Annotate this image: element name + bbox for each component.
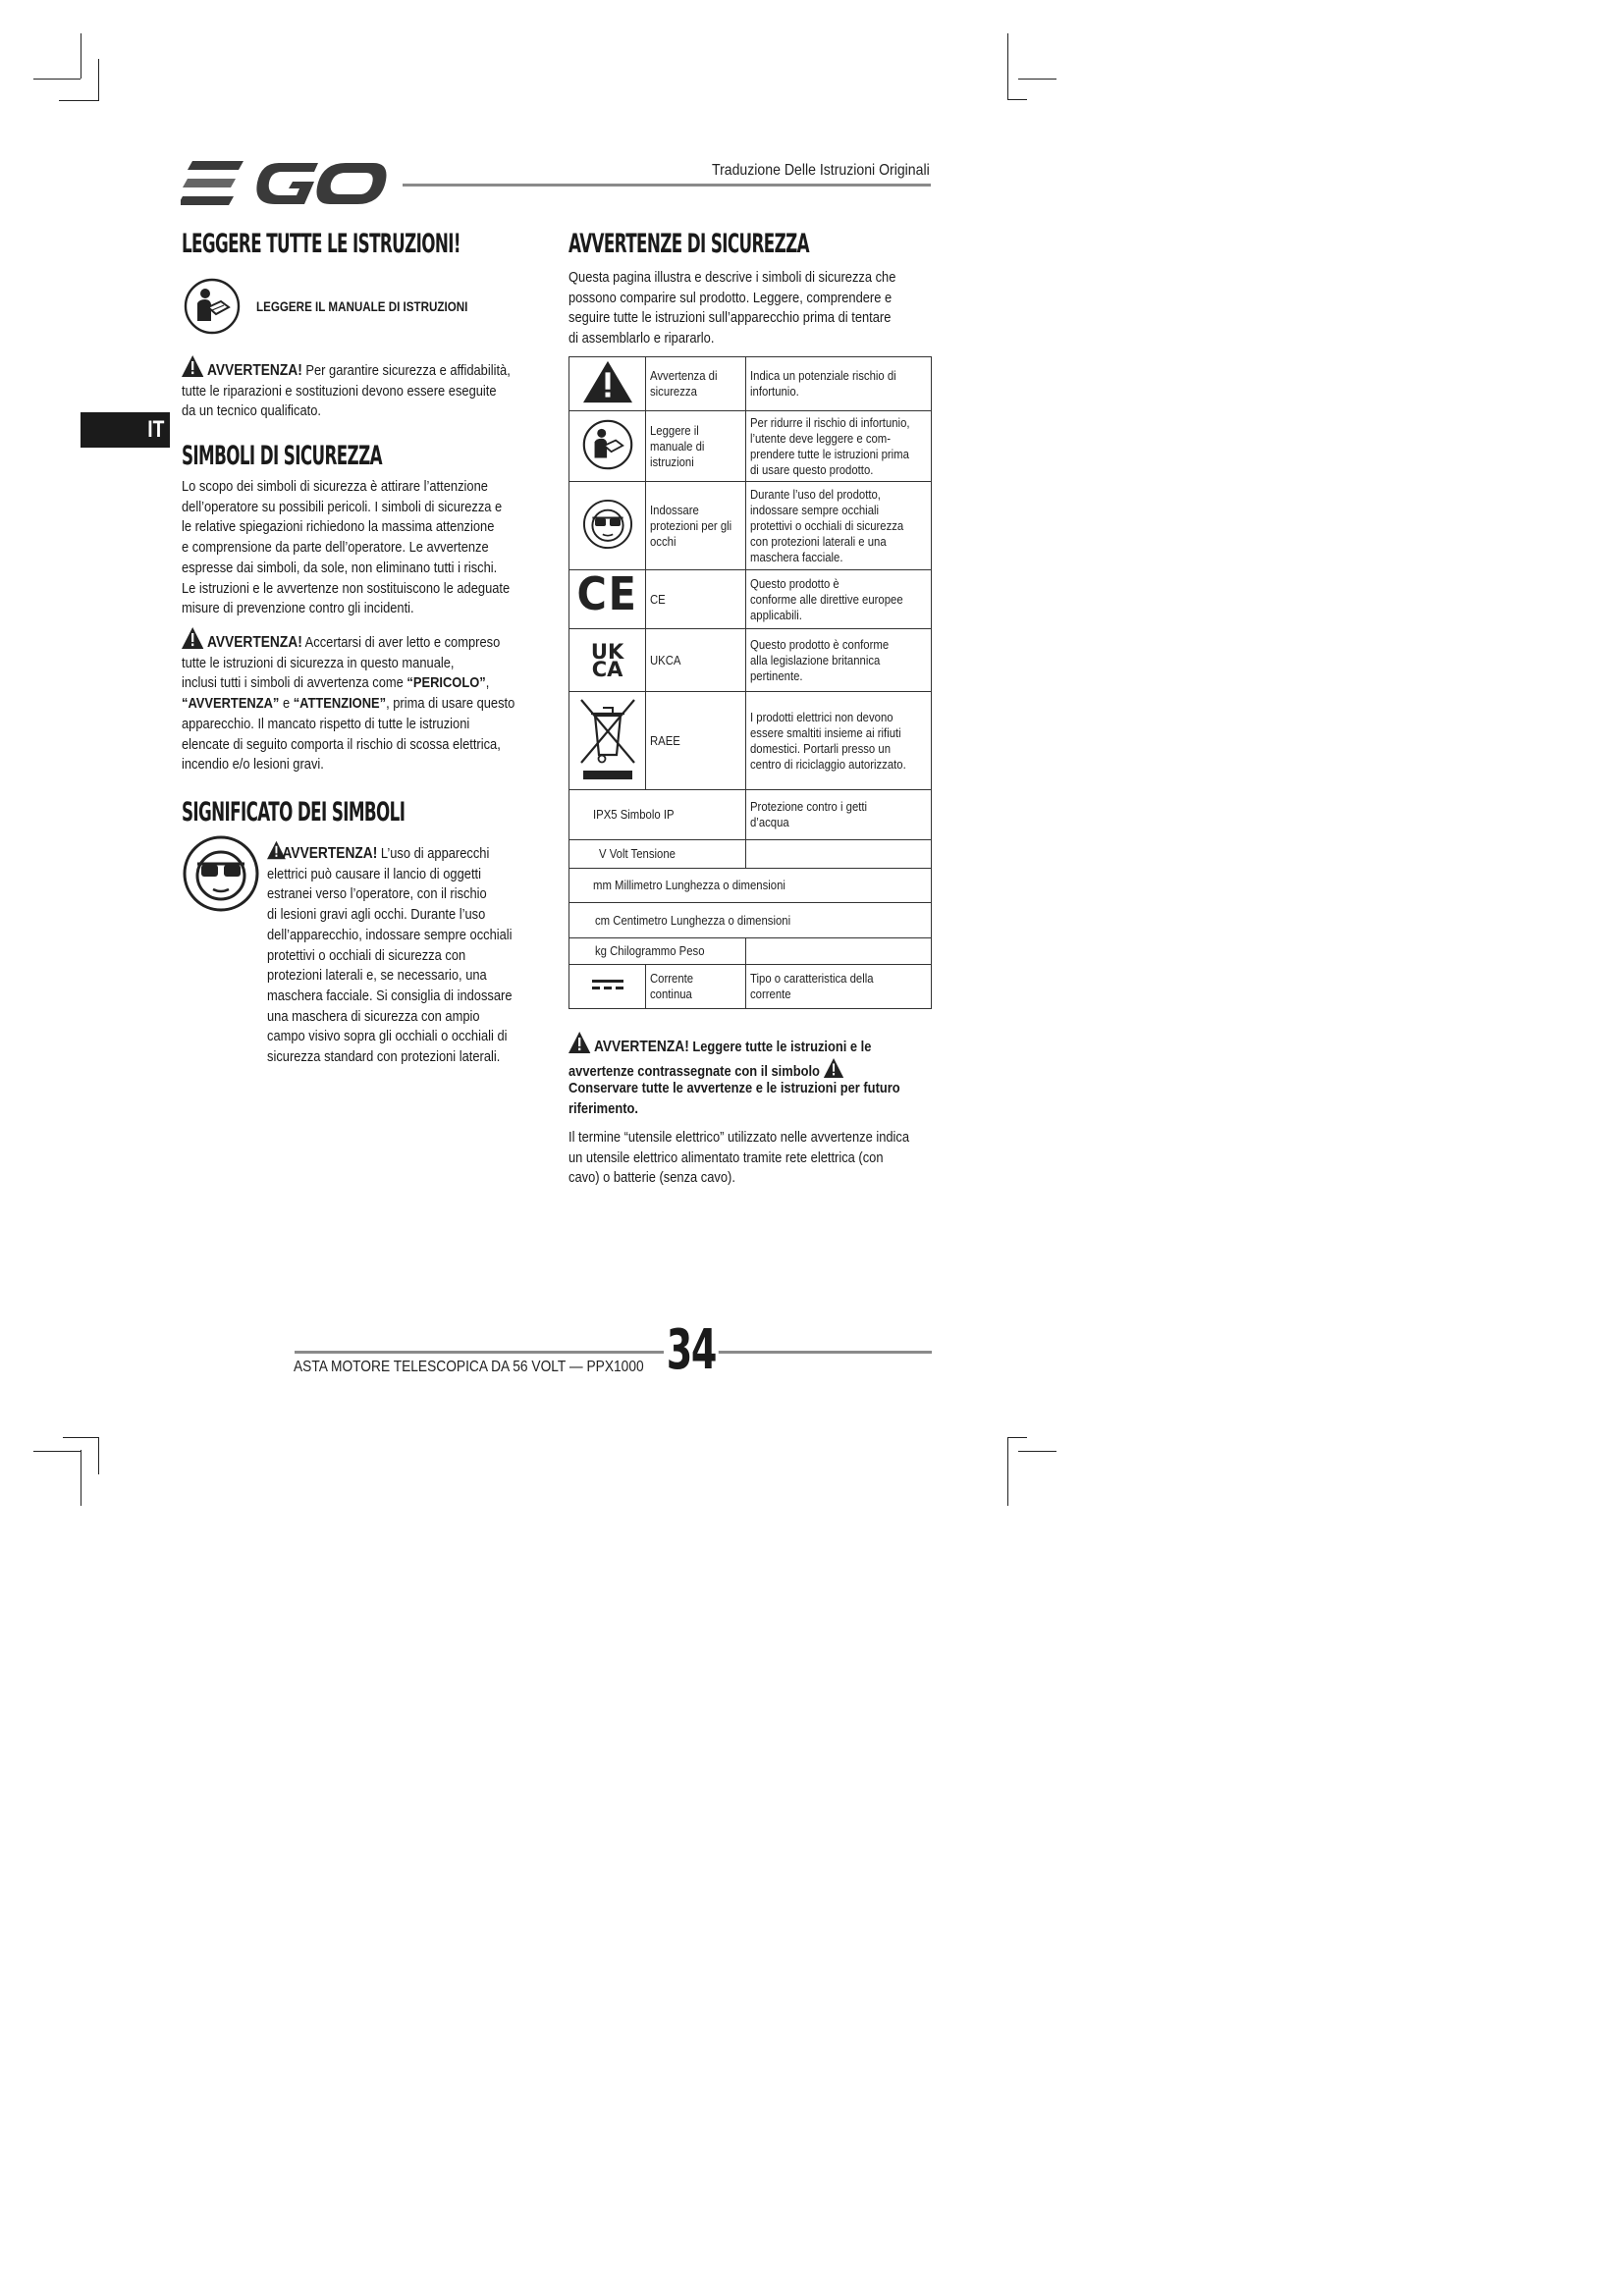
crop-mark	[98, 1437, 99, 1474]
header-subtitle: Traduzione Delle Istruzioni Originali	[712, 162, 930, 179]
warning-label: AVVERTENZA!	[282, 845, 378, 862]
table-row: IPX5 Simbolo IP Protezione contro i getti d’acqua	[569, 790, 932, 840]
crop-mark	[33, 1451, 81, 1452]
safety-symbols-paragraph: Lo scopo dei simboli di sicurezza è attirare l’attenzione dell’operatore su possibili pericoli. I simboli di sicurezza e le relative spiegazioni richiedono la massima attenzione e comprensione da parte dell’operatore. Le avvertenze espresse dai simboli, da sole, non eliminano tutti i rischi. Le istruzioni e le avvertenze non sostituiscono le adeguate misure di prevenzione contro gli incidenti.	[182, 478, 511, 617]
crop-mark	[1018, 79, 1056, 80]
symbols-meaning-title: SIGNIFICATO DEI SIMBOLI	[182, 797, 406, 828]
warning-repairs: AVVERTENZA! Per garantire sicurezza e affidabilità, tutte le riparazioni e sostituzioni devono essere eseguite da un tecnico qualificato.	[182, 355, 545, 422]
keep-instructions: Conservare tutte le avvertenze e le istruzioni per futuro riferimento.	[568, 1080, 900, 1117]
table-row: Corrente continua Tipo o caratteristica della corrente	[569, 965, 932, 1009]
crop-mark	[33, 79, 81, 80]
crop-mark	[59, 100, 99, 101]
footer-product: ASTA MOTORE TELESCOPICA DA 56 VOLT — PPX1000	[294, 1359, 644, 1375]
warning-triangle-icon	[824, 1058, 844, 1078]
crop-mark	[98, 59, 99, 100]
safety-warnings-title: AVVERTENZE DI SICUREZZA	[568, 229, 809, 259]
table-row: UK CA UKCA Questo prodotto è conforme alla legislazione britannica pertinente.	[569, 629, 932, 692]
eye-protection-icon	[582, 499, 633, 550]
table-row: Leggere il manuale di istruzioni Per ridurre il rischio di infortunio, l’utente deve leggere e com- prendere tutte le istruzioni prima di usare questo prodotto.	[569, 411, 932, 482]
crop-mark	[63, 1437, 99, 1438]
table-row: kg Chilogrammo Peso	[569, 938, 932, 965]
ego-logo	[181, 161, 387, 206]
ce-mark-icon: CE	[576, 566, 638, 620]
language-tab-label: IT	[146, 416, 164, 443]
warning-triangle-icon	[182, 355, 203, 377]
table-row: CE CE Questo prodotto è conforme alle direttive europee applicabili.	[569, 570, 932, 629]
read-manual-icon	[582, 419, 633, 470]
table-row: Avvertenza di sicurezza Indica un potenziale rischio di infortunio.	[569, 357, 932, 411]
table-row: Indossare protezioni per gli occhi Durante l’uso del prodotto, indossare sempre occhiali protettivi o occhiali di sicurezza con protezioni laterali e una maschera facciale.	[569, 482, 932, 570]
warning-triangle-icon	[568, 1032, 590, 1053]
header-rule	[403, 184, 931, 187]
warning-eye-injury: AVVERTENZA! L’uso di apparecchi elettrici può causare il lancio di oggetti estranei verso l’operatore, con il rischio di lesioni gravi agli occhi. Durante l’uso dell’apparecchio, indossare sempre occhiali protettivi o occhiali di sicurezza con protezioni laterali e, se necessario, una maschera facciale. Si consiglia di indossare una maschera di sicurezza con ampio campo visivo sopra gli occhiali o occhiali di sicurezza standard con protezioni laterali.	[267, 840, 546, 1068]
weee-crossed-bin-icon	[575, 694, 640, 784]
crop-mark	[1018, 1451, 1056, 1452]
warning-label: AVVERTENZA!	[593, 1039, 689, 1055]
page-number: 34	[664, 1323, 719, 1378]
table-row: mm Millimetro Lunghezza o dimensioni	[569, 869, 932, 903]
crop-mark	[1007, 33, 1008, 100]
language-tab	[81, 412, 170, 448]
crop-mark	[1007, 1437, 1008, 1506]
direct-current-icon	[588, 977, 627, 992]
crop-mark	[1007, 99, 1027, 100]
table-row: V Volt Tensione	[569, 840, 932, 869]
safety-warnings-intro: Questa pagina illustra e descrive i simboli di sicurezza che possono comparire sul prodotto. Leggere, comprendere e seguire tutte le istruzioni sull’apparecchio prima di tentare di assemblarlo e ripararlo.	[568, 269, 896, 347]
safety-symbols-title: SIMBOLI DI SICUREZZA	[182, 441, 382, 471]
warning-triangle-icon	[583, 360, 632, 403]
ukca-mark-icon: UK CA	[590, 639, 624, 681]
footer-rule	[295, 1351, 932, 1354]
read-manual-icon	[184, 278, 241, 335]
symbols-table	[568, 356, 932, 1009]
read-manual-label: LEGGERE IL MANUALE DI ISTRUZIONI	[256, 298, 468, 314]
table-row: cm Centimetro Lunghezza o dimensioni	[569, 903, 932, 938]
warning-triangle-icon	[182, 627, 203, 649]
power-tool-definition: Il termine “utensile elettrico” utilizzato nelle avvertenze indica un utensile elettrico alimentato tramite rete elettrica (con cavo) o batterie (senza cavo).	[568, 1129, 910, 1187]
read-all-title: LEGGERE TUTTE LE ISTRUZIONI!	[182, 229, 460, 259]
eye-protection-icon	[182, 834, 260, 913]
table-row: RAEE I prodotti elettrici non devono essere smaltiti insieme ai rifiuti domestici. Portarli presso un centro di riciclaggio autorizzato.	[569, 692, 932, 790]
warning-marked-symbol: AVVERTENZA! Leggere tutte le istruzioni e le avvertenze contrassegnate con il simbolo	[568, 1032, 940, 1082]
warning-read-all: AVVERTENZA! Accertarsi di aver letto e compreso tutte le istruzioni di sicurezza in questo manuale, inclusi tutti i simboli di avvertenza come “PERICOLO”, “AVVERTENZA” e “ATTENZIONE”, prima di usare questo apparecchio. Il mancato rispetto di tutte le istruzioni elencate di seguito comporta il rischio di scossa elettrica, incendio e/o lesioni gravi.	[182, 627, 553, 775]
warning-label: AVVERTENZA!	[206, 362, 302, 379]
crop-mark	[1007, 1437, 1027, 1438]
warning-label: AVVERTENZA!	[206, 634, 302, 651]
